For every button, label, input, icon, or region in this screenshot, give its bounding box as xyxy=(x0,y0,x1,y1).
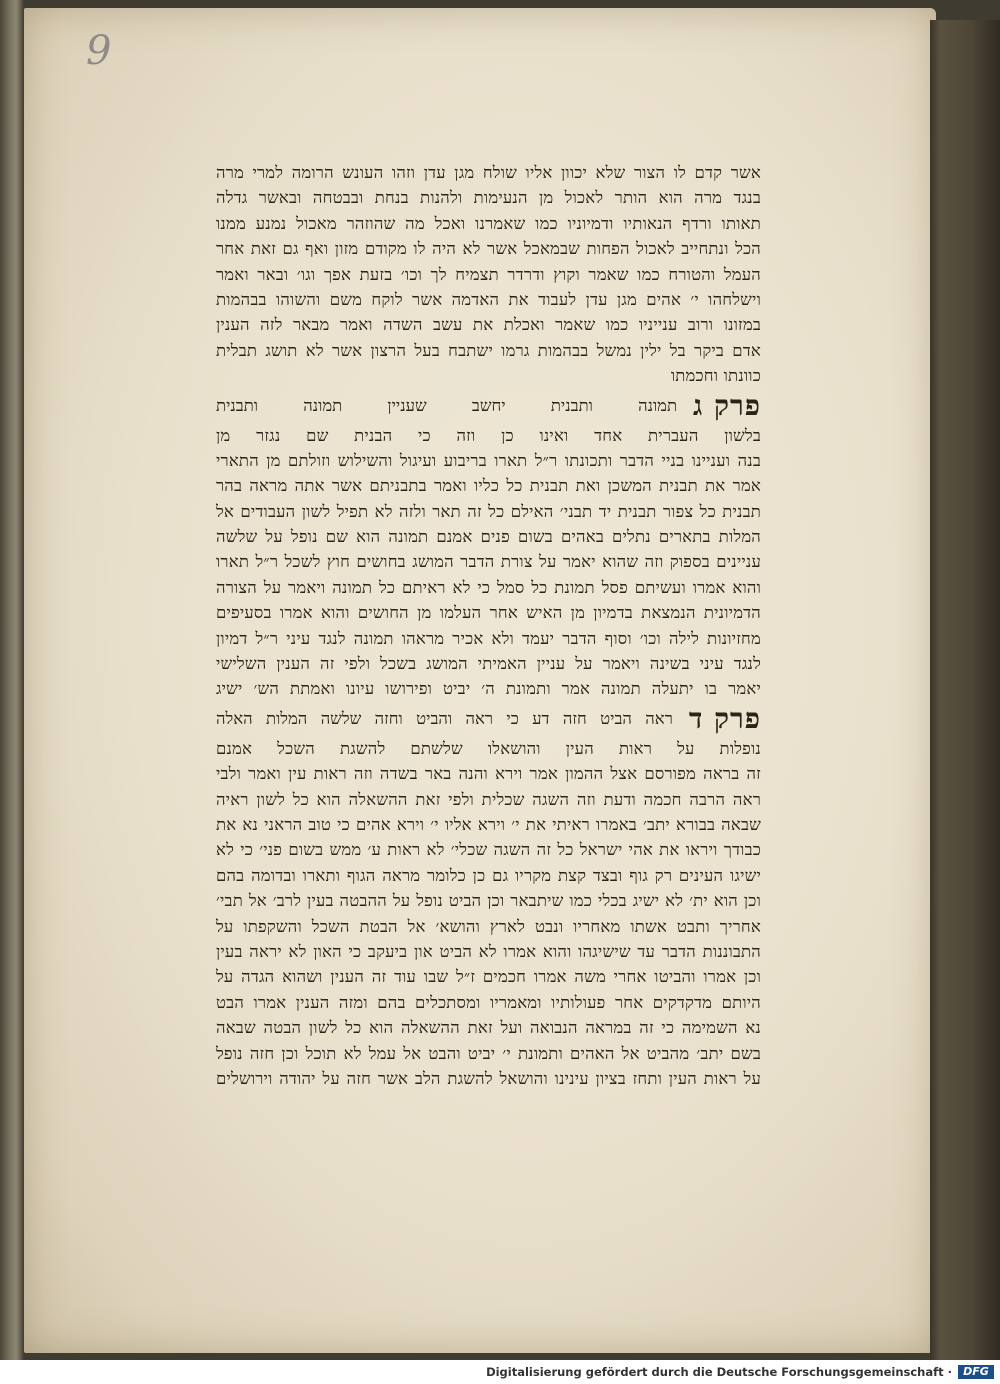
text-line: תבנית כל צפור תבנית יד תבני׳ האילם כל זה תאר ולזה לא תפיל לשון העבודים אל xyxy=(216,501,761,521)
text-line: התבוננות הדבר עד שישיגהו והוא אמרו לא הביט און ביעקב כי האון לא יראה בעין xyxy=(216,941,761,961)
text-line: בנה ועניינו בניי הדבר ותכונתו ר״ל תארו בריבוע ועיגול והשילוש וזולתם מן התארי xyxy=(216,450,761,470)
chapter-heading-3 xyxy=(216,388,761,422)
text-line: בלשון העברית אחד ואינו כן וזה כי הבנית שם נגזר מן xyxy=(216,425,761,445)
text-line: אחריך ותבט אשתו מאחריו ונבט לארץ והושא׳ אל הבטת השכל והשקפתו על xyxy=(216,916,761,936)
text-line: אשר קדם לו הצור שלא יכוון אליו שולח מגן עדן וזהו העונש הרומה למרי מרה xyxy=(216,163,761,182)
facing-page-edge xyxy=(930,20,1000,1360)
section-2 xyxy=(216,423,761,702)
text-line: שבאה בבורא יתב׳ באמרו ראיתי את י׳ וירא אליו י׳ וירא אהים כי טוב הראני נא את xyxy=(216,814,761,834)
text-line: הכל ונתחייב לאכול הפחות שבמאכל אשר לא היה לו מקודם מזון ואף גם זאת אחר xyxy=(216,239,761,259)
section-1 xyxy=(216,160,761,389)
text-line: במזונו ורוב ענייניו כמו שאמר ואכלת את עשב השדה ואמר מבאר לזה הענין xyxy=(216,315,761,335)
text-line: ראה הרבה חכמה ודעת וזה השגה שכלית ולפי זאת ההשאלה הוא כל לשון ראיה xyxy=(216,789,761,809)
text-line: בשם יתב׳ מהביט אל האהים ותמונת י׳ יביט והבט אל עמל לא תוכל וכן חזה נופל xyxy=(216,1043,761,1063)
text-line: אדם ביקר בל ילין נמשל בבהמות גרמו ישתבח בעל הרצון אשר לא תושג תבלית xyxy=(216,340,761,360)
folio-number: 9 xyxy=(86,28,112,74)
footer-bar xyxy=(0,1360,1000,1384)
text-line: היותם מדקדקים אחר פעולותיו ומאמריו ומסתכלים בהם ומזה הענין אמרו הבט xyxy=(216,992,761,1012)
text-line: כוונתו וחכמתו xyxy=(670,366,761,386)
section-3 xyxy=(216,736,761,1091)
text-line: לנגד עיני בשינה ויאמר על עניין האמיתי המושג בשכל ולפי זה הענין השלישי xyxy=(216,654,761,674)
text-line: העמל והטורח כמו שאמר וקוץ ודרדר תצמיח לך וכו׳ בזעת אפך וגו׳ ובאר ואמר xyxy=(216,264,761,284)
chapter-heading-text: ראה הביט חזה דע כי ראה והביט וחזה שלשה המלות האלה xyxy=(216,708,673,728)
text-line: ישיגו העינים רק גוף ובצד קצת מקריו גם כן כלומר מראה הגוף ותארו ובדומה בהם xyxy=(216,865,761,885)
text-line: על ראות העין ותחז בציון עינינו והושאל להשגת הלב אשר חזה על יהודה וירושלים xyxy=(216,1068,761,1088)
chapter-label: פרק ד xyxy=(688,701,761,735)
text-line: זה בראה מפורסם אצל ההמון אמר וירא והנה באר בשדה וזה ראות עין ואמר ולבי xyxy=(216,764,761,784)
text-line: אמר את תבנית המשכן ואת תבנית כל כליו ואמר בתבניתם אשר אתה מראה בהר xyxy=(216,476,761,496)
funding-credit: Digitalisierung gefördert durch die Deutsche Forschungsgemeinschaft · xyxy=(486,1365,952,1379)
text-line: יאמר בו יתעלה תמונה אמר ותמונת ה׳ יביט ופירושו עיונו ואמתת הש׳ ישיג xyxy=(216,679,761,699)
chapter-heading-text: תמונה ותבנית יחשב שעניין תמונה ותבנית xyxy=(216,395,678,415)
text-line: וישלחהו י׳ אהים מגן עדן לעבוד את האדמה אשר לוקח משם והשוהו בבהמות xyxy=(216,289,761,309)
dfg-logo: DFG xyxy=(958,1365,994,1379)
chapter-label: פרק ג xyxy=(693,388,761,422)
text-line: תאותו ורדף הנאותיו ודמיוניו כמו שאמרנו ואכל מה שהוזהר מאכול נמנע ממנו xyxy=(216,213,761,233)
text-line: והוא אמרו ועשיתם פסל תמונת כל סמל כי לא ראיתם כל תמונה ויאמר על הצורה xyxy=(216,577,761,597)
text-line: נופלות על ראות העין והושאלו שלשתם להשגת השכל אמנם xyxy=(216,738,761,758)
text-line: נא השמימה כי זה במראה הנבואה ועל זאת ההשאלה הוא כל לשון הבטה שבאה xyxy=(216,1018,761,1038)
text-line: וכן הוא ית׳ לא ישיג בכלי כמו שיתבאר וכן הביט נופל על ההבטה בעין לרב׳ אל תבי׳ xyxy=(216,891,761,911)
chapter-heading-4 xyxy=(216,701,761,735)
text-line: מחזיונות לילה וכו׳ וסוף הדבר יעמד ולא אכיר מראהו תמונה לנגד עיני ר״ל דמיון xyxy=(216,628,761,648)
text-line: הדמיונית הנמצאת בדמיון מן האיש אחר העלמו מן החושים והוא אמרו בסעיפים xyxy=(216,603,761,623)
text-line: בנגד מרה הוא הותר לאכול מן הנעימות ולהנות בנחת ובבטחה ובאשר גדלה xyxy=(216,188,761,208)
text-line: עניינים בספוק וזה שהוא יאמר על צורת הדבר המושג בחושים חוץ לשכל ר״ל תארו xyxy=(216,552,761,572)
text-line: כבודך ויראו את אהי ישראל כל זה השגה שכלי׳ לא ראות ע׳ ממש בשום פני׳ כי לא xyxy=(216,840,761,860)
text-line: וכן אמרו והביטו אחרי משה אמרו חכמים ז״ל שבו עוד זה הענין ושהוא הגדה על xyxy=(216,967,761,987)
text-line: המלות בתארים נתלים באהים בשום פנים אמנם תמונה הוא שם נופל על שלשה xyxy=(216,527,761,547)
text-block xyxy=(216,160,761,1091)
